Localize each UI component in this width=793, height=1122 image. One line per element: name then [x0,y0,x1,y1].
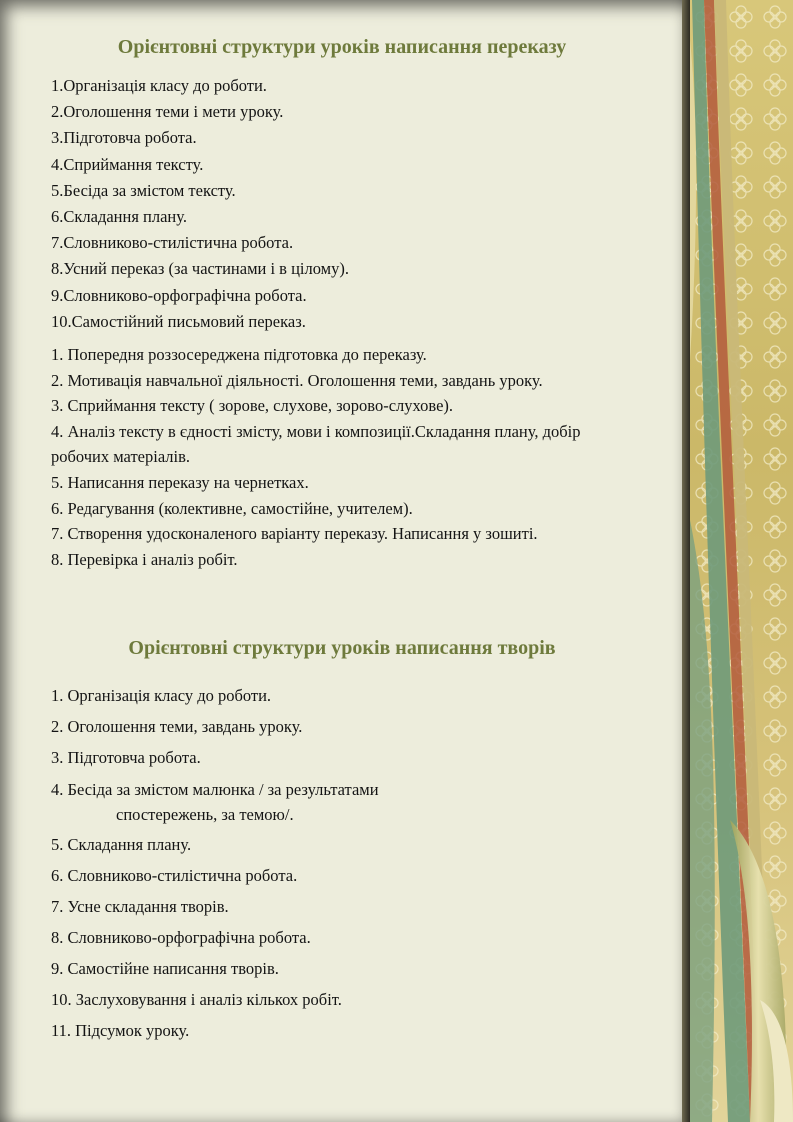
list-item: 7. Усне складання творів. [51,897,229,916]
list-item: 7. Створення удосконаленого варіанту переказу. Написання у зошиті. [51,524,538,544]
list-item: 8.Усний переказ (за частинами і в цілому). [51,259,349,279]
list-item: 2. Оголошення теми, завдань уроку. [51,717,303,736]
list-item: 3. Сприймання тексту ( зорове, слухове, зорово-слухове). [51,396,454,416]
list-item: 10.Самостійний письмовий переказ. [51,311,306,331]
section-2-title: Орієнтовні структури уроків написання творів [128,637,556,659]
list-item [51,773,379,829]
retelling-steps-list-a [51,73,349,335]
list-item: 2. Мотивація навчальної діяльності. Оголошення теми, завдань уроку. [51,370,543,390]
list-item: 10. Заслуховування і аналіз кількох робіт. [51,990,342,1009]
list-item: 6. Редагування (колективне, самостійне, учителем). [51,498,413,518]
list-item: 5. Написання переказу на чернетках. [51,472,309,492]
list-item: 8. Перевірка і аналіз робіт. [51,549,238,569]
decorative-ribbon-border [690,0,793,1122]
list-item: 5.Бесіда за змістом тексту. [51,180,236,200]
page-edge-shadow [682,0,690,1122]
list-item-continuation: спостережень, за темою/. [116,805,294,824]
ribbon-art [690,0,793,1122]
list-item: 5. Складання плану. [51,835,192,854]
list-item: 8. Словниково-орфографічна робота. [51,928,311,947]
list-item: 11. Підсумок уроку. [51,1021,190,1040]
list-item: 3. Підготовча робота. [51,748,201,767]
list-item: 4. Аналіз тексту в єдності змісту, мови і композиції.Складання плану, добір робочих матеріалів. [51,421,581,467]
list-item: 1. Організація класу до роботи. [51,686,272,705]
composition-steps-list [51,680,379,1046]
retelling-steps-list-b [51,342,611,572]
list-item: 3.Підготовча робота. [51,128,197,148]
list-item: 2.Оголошення теми і мети уроку. [51,102,284,122]
list-item: 7.Словниково-стилістична робота. [51,233,294,253]
list-item: 6. Словниково-стилістична робота. [51,866,298,885]
list-item: 9. Самостійне написання творів. [51,959,279,978]
list-item: 1. Попередня роззосереджена підготовка до переказу. [51,345,427,364]
list-item: 4.Сприймання тексту. [51,154,204,174]
list-item: 1.Організація класу до роботи. [51,76,267,95]
list-item: 6.Складання плану. [51,206,187,226]
section-1-title: Орієнтовні структури уроків написання переказу [117,36,567,58]
list-item-text: 4. Бесіда за змістом малюнка / за результатами [51,780,379,799]
list-item: 9.Словниково-орфографічна робота. [51,285,307,305]
